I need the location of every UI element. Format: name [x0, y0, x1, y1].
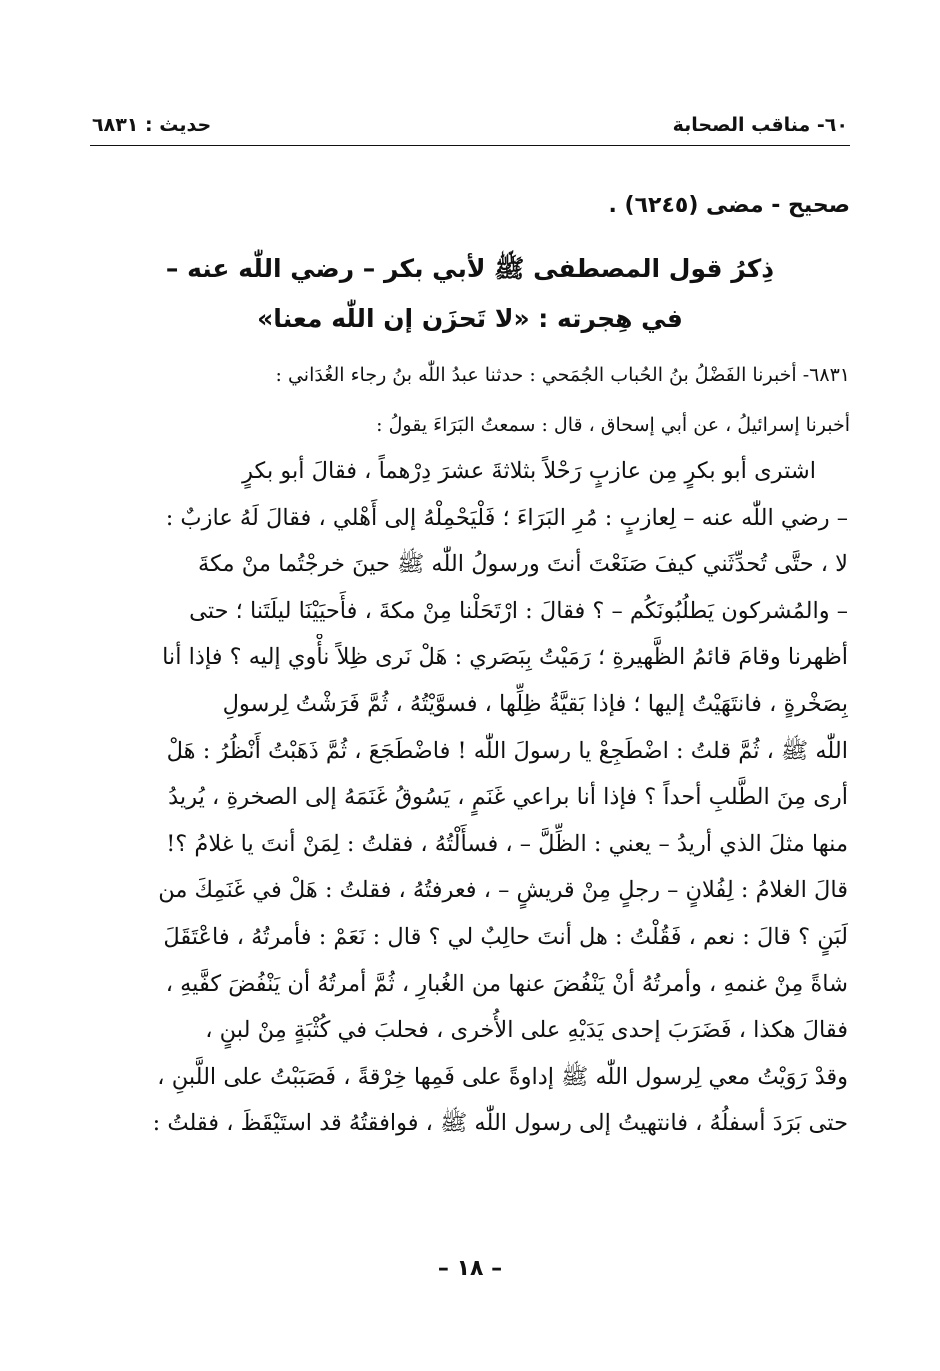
text-line: أظهرنا وقامَ قائمُ الظَّهيرةِ ؛ رَمَيْتُ بِبَصَري : هَلْ نَرى ظِلاً نأْوي إليه ؟ فإذا أنا: [162, 644, 848, 671]
text-line: أرى مِنَ الطَّلبِ أحداً ؟ فإذا أنا براعي غَنَمٍ ، يَسُوقُ غَنَمَهُ إلى الصخرةِ ، يُريدُ: [168, 784, 848, 811]
hadith-grading: صحيح - مضى (٦٢٤٥) .: [608, 193, 850, 218]
chapter-title-line-2: في هِجرته : «لا تَحزَن إن اللّٰه معنا»: [257, 304, 683, 333]
isnad-line: أخبرنا إسرائيلُ ، عن أبي إسحاق ، قال : سمعتُ البَرَاءَ يقولُ :: [376, 414, 850, 436]
hadith-text: [96, 448, 848, 1147]
text-line: اللّٰه ﷺ ، ثُمَّ قلتُ : اضْطَجِعْ يا رسولَ اللّٰه ! فاضْطَجَعَ ، ثُمَّ ذَهَبْتُ أَنْظُرُ : هَلْ: [166, 737, 848, 764]
hadith-number: حديث : ٦٨٣١: [92, 114, 212, 136]
text-line: لَبَنٍ ؟ قالَ : نعم ، فَقُلْتُ : هل أنتَ حالِبٌ لي ؟ قال : نَعَمْ : فأمرتُهُ ، فاعْتَقَلَ: [163, 923, 848, 950]
chapter-heading: ٦٠- مناقب الصحابة: [672, 114, 848, 136]
text-line: منها مثلَ الذي أريدُ – يعني : الظِّلَّ – ، فسأَلْتُهُ ، فقلتُ : لِمَنْ أنتَ يا غلامُ ؟!: [166, 830, 848, 857]
text-line: بِصَخْرةٍ ، فانتَهَيْتُ إليها ؛ فإذا بَقيَّةُ ظِلِّها ، فسوَّيْتُهُ ، ثُمَّ فَرَشْتُ لِرسولِ: [222, 690, 848, 717]
text-line: لا ، حتَّى تُحدِّثَني كيفَ صَنَعْتَ أنتَ ورسولُ اللّٰه ﷺ حينَ خرجْتُما منْ مكةَ: [198, 551, 848, 578]
running-header: [92, 108, 848, 142]
chapter-title: [90, 244, 850, 344]
text-line: فقالَ هكذا ، فَضَرَبَ إحدى يَدَيْهِ على الأُخرى ، فحلبَ في كُثْبَةٍ مِنْ لبنٍ ،: [205, 1017, 848, 1044]
chapter-title-line-1: ذِكرُ قول المصطفى ﷺ لأبي بكر – رضي اللّٰه عنه –: [165, 254, 775, 283]
text-line: حتى بَرَدَ أسفلُهُ ، فانتهيتُ إلى رسول اللّٰه ﷺ ، فوافقتُهُ قد استَيْقَظَ ، فقلتُ :: [152, 1110, 848, 1137]
text-line: شاةً مِنْ غنمهِ ، وأمرتُهُ أنْ يَنْفُضَ عنها من الغُبارِ ، ثُمَّ أمرتُهُ أن يَنْفُضَ كفَّيهِ ،: [165, 970, 848, 997]
isnad: [96, 350, 850, 450]
text-line: وقدْ رَوَيْتُ معي لِرسول اللّٰه ﷺ إداوةً على فَمِها خِرْقةً ، فَصَبَبْتُ على اللَّبنِ ،: [157, 1063, 848, 1090]
header-divider: [90, 145, 850, 146]
text-line: – رضي اللّٰه عنه – لِعازبٍ : مُرِ البَرَاءَ ؛ فَلْيَحْمِلْهُ إلى أَهْلي ، فقالَ لَهُ عازبٌ :: [165, 504, 848, 531]
page-number: – ١٨ –: [437, 1256, 503, 1281]
text-line: قالَ الغلامُ : لِفُلانٍ – رجلٍ مِنْ قريشٍ – ، فعرفتُهُ ، فقلتُ : هَلْ في غَنَمِكَ من: [158, 877, 848, 904]
text-line: اشترى أبو بكرٍ مِن عازبٍ رَحْلاً بثلاثةَ عشرَ دِرْهماً ، فقالَ أبو بكرٍ: [242, 458, 816, 484]
text-line: – والمُشركون يَطلُبُونَكُم – ؟ فقالَ : ارْتَحَلْنا مِنْ مكةَ ، فأَحيَيْنَا ليلَتَنا ؛ حتى: [189, 597, 848, 624]
isnad-line: ٦٨٣١- أخبرنا الفَضْلُ بنُ الحُباب الجُمَحي : حدثنا عبدُ اللّٰه بنُ رجاء الغُدَاني :: [275, 364, 850, 386]
